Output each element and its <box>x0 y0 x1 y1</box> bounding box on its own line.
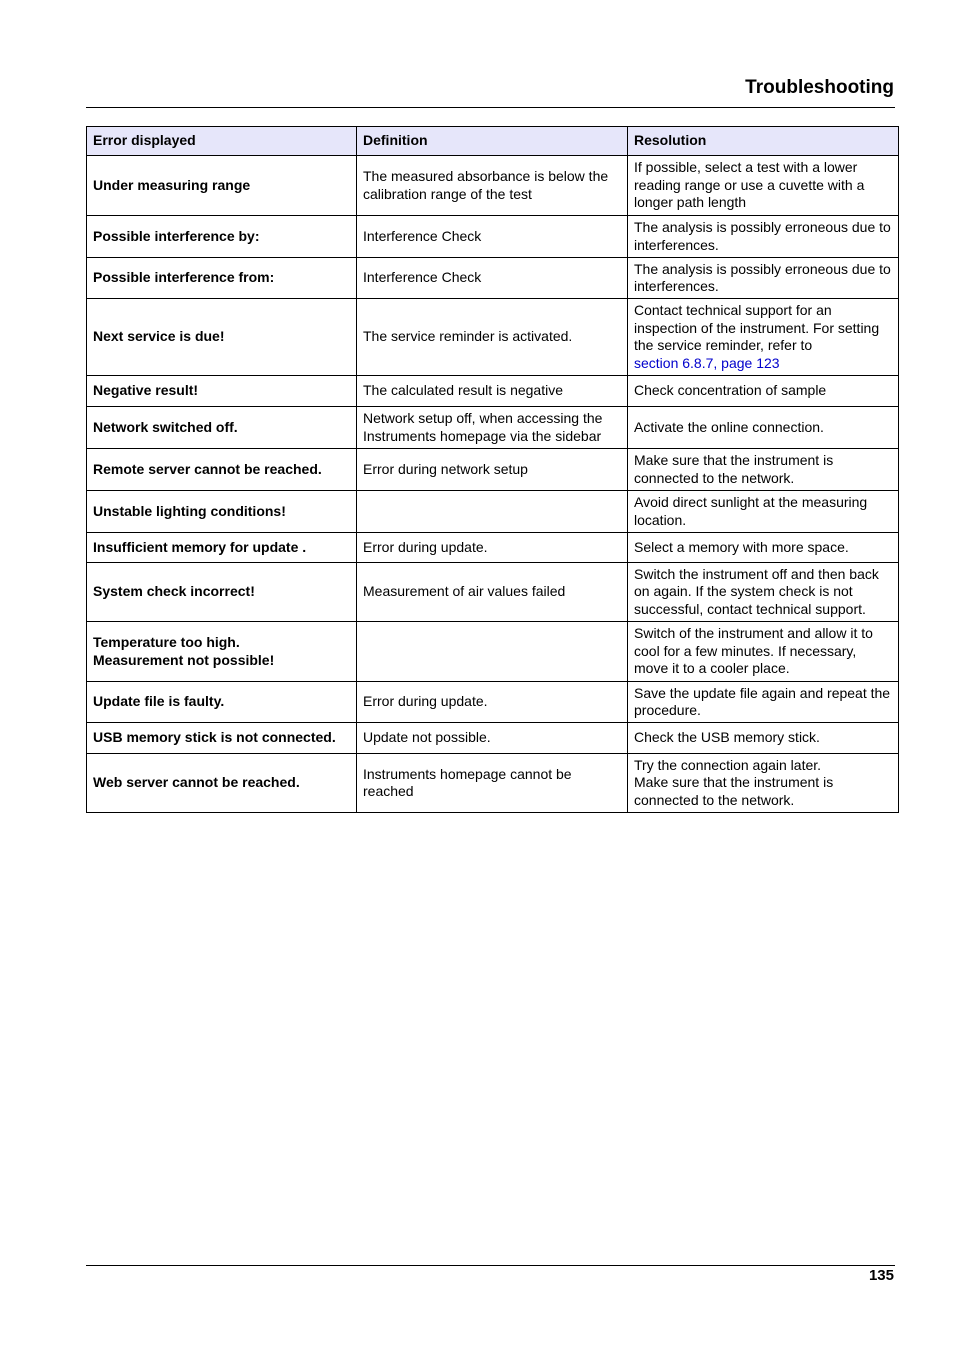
page-title: Troubleshooting <box>745 77 894 98</box>
table-row <box>87 299 899 376</box>
resolution-cell: Check concentration of sample <box>628 376 899 407</box>
table-row <box>87 622 899 682</box>
table-row <box>87 407 899 449</box>
table-row <box>87 563 899 622</box>
resolution-line: Make sure that the instrument is connected to the network. <box>634 774 834 808</box>
error-cell <box>87 622 357 682</box>
table-row <box>87 533 899 563</box>
table-header-row <box>87 127 899 156</box>
error-line: Measurement not possible! <box>93 651 275 668</box>
resolution-cell: The analysis is possibly erroneous due to interferences. <box>628 258 899 299</box>
error-cell: Web server cannot be reached. <box>87 754 357 813</box>
table-row <box>87 449 899 491</box>
table-row <box>87 723 899 754</box>
resolution-text: Contact technical support for an inspection of the instrument. For setting the service reminder, refer to <box>634 302 880 353</box>
error-cell: USB memory stick is not connected. <box>87 723 357 754</box>
resolution-cell: Activate the online connection. <box>628 407 899 449</box>
resolution-cell: If possible, select a test with a lower reading range or use a cuvette with a longer path length <box>628 156 899 216</box>
column-header-resolution: Resolution <box>628 127 899 156</box>
resolution-cell: Check the USB memory stick. <box>628 723 899 754</box>
definition-cell: The measured absorbance is below the calibration range of the test <box>357 156 628 216</box>
definition-cell: Measurement of air values failed <box>357 563 628 622</box>
resolution-cell: Make sure that the instrument is connected to the network. <box>628 449 899 491</box>
error-cell: Possible interference from: <box>87 258 357 299</box>
error-cell: Under measuring range <box>87 156 357 216</box>
error-cell: System check incorrect! <box>87 563 357 622</box>
column-header-error: Error displayed <box>87 127 357 156</box>
page-number: 135 <box>868 1267 894 1284</box>
table-row <box>87 754 899 813</box>
definition-cell: The service reminder is activated. <box>357 299 628 376</box>
resolution-cell: Switch the instrument off and then back on again. If the system check is not successful, contact technical support. <box>628 563 899 622</box>
definition-cell: Error during update. <box>357 682 628 723</box>
error-cell: Insufficient memory for update . <box>87 533 357 563</box>
definition-cell: Instruments homepage cannot be reached <box>357 754 628 813</box>
definition-cell: Error during update. <box>357 533 628 563</box>
column-header-definition: Definition <box>357 127 628 156</box>
resolution-cell: The analysis is possibly erroneous due to interferences. <box>628 216 899 258</box>
table-row <box>87 491 899 533</box>
error-cell: Possible interference by: <box>87 216 357 258</box>
resolution-cell: Avoid direct sunlight at the measuring location. <box>628 491 899 533</box>
table-row <box>87 376 899 407</box>
error-cell: Unstable lighting conditions! <box>87 491 357 533</box>
table-row <box>87 682 899 723</box>
table-row <box>87 216 899 258</box>
definition-cell <box>357 491 628 533</box>
resolution-cell: Select a memory with more space. <box>628 533 899 563</box>
resolution-cell <box>628 754 899 813</box>
footer-divider <box>86 1265 895 1266</box>
error-line: Temperature too high. <box>93 634 240 650</box>
section-reference-link[interactable]: section 6.8.7, page 123 <box>634 354 780 371</box>
table-row <box>87 258 899 299</box>
resolution-cell <box>628 299 899 376</box>
error-cell: Negative result! <box>87 376 357 407</box>
resolution-line: Try the connection again later. <box>634 756 822 773</box>
troubleshooting-table <box>86 126 899 813</box>
error-cell: Remote server cannot be reached. <box>87 449 357 491</box>
definition-cell: Interference Check <box>357 216 628 258</box>
header-divider <box>86 107 895 108</box>
resolution-cell: Switch of the instrument and allow it to cool for a few minutes. If necessary, move it to a cooler place. <box>628 622 899 682</box>
definition-cell: Interference Check <box>357 258 628 299</box>
definition-cell: Error during network setup <box>357 449 628 491</box>
error-cell: Network switched off. <box>87 407 357 449</box>
definition-cell <box>357 622 628 682</box>
definition-cell: Update not possible. <box>357 723 628 754</box>
resolution-cell: Save the update file again and repeat the procedure. <box>628 682 899 723</box>
definition-cell: The calculated result is negative <box>357 376 628 407</box>
error-cell: Next service is due! <box>87 299 357 376</box>
definition-cell: Network setup off, when accessing the Instruments homepage via the sidebar <box>357 407 628 449</box>
table-row <box>87 156 899 216</box>
error-cell: Update file is faulty. <box>87 682 357 723</box>
